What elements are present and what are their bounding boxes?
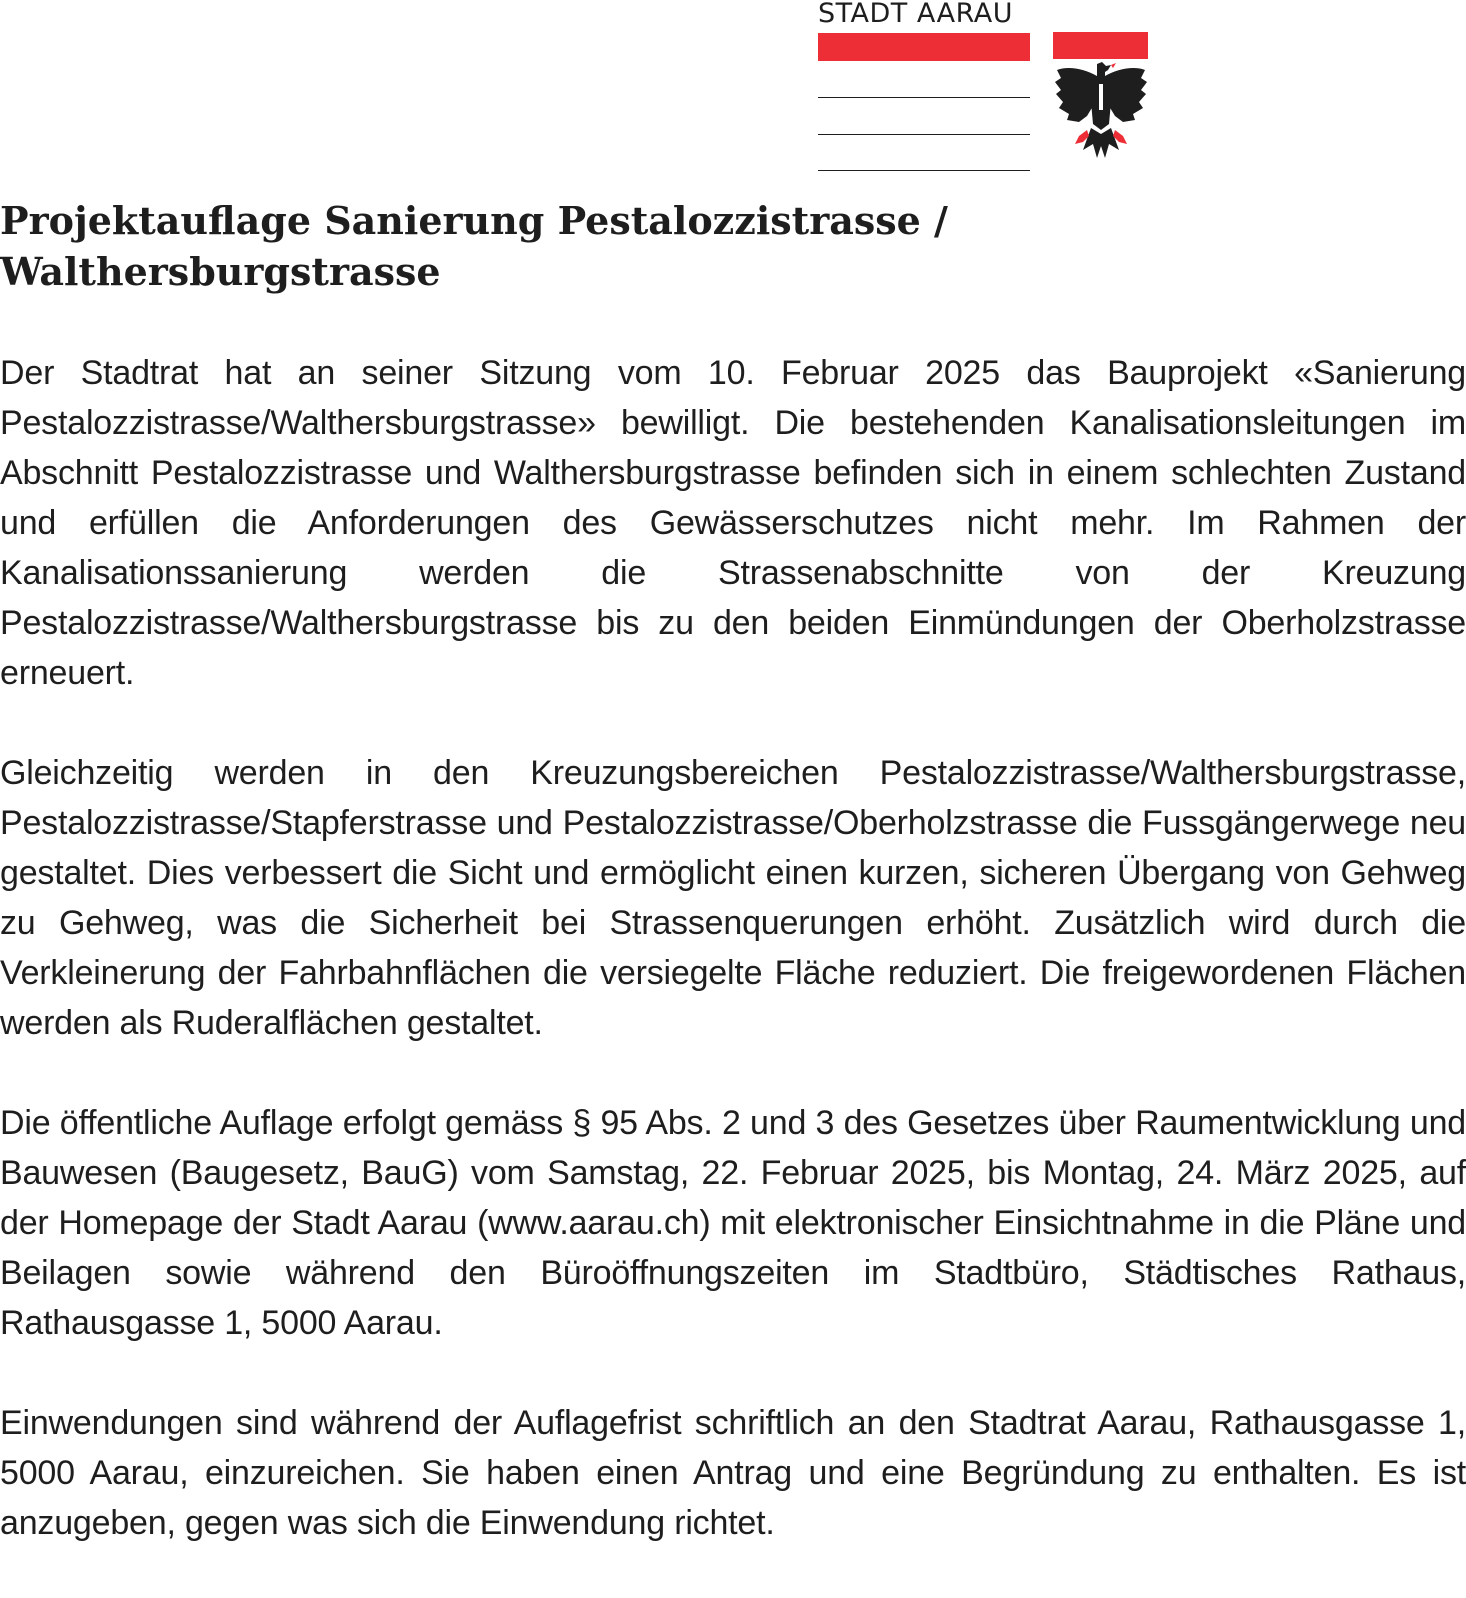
paragraph-crossings: Gleichzeitig werden in den Kreuzungsbereichen Pestalozzistrasse/Walthersburgstrasse, Pestalozzistrasse/Stapferstrasse und Pestalozzistrasse/Oberholzstrasse die Fussgängerwege neu gestaltet. Dies verbessert die Sicht und ermöglicht einen kurzen, sicheren Übergang von Gehweg zu Gehweg, was die Sicherheit bei Strassenquerungen erhöht. Zusätzlich wird durch die Verkleinerung der Fahrbahnflächen die versiegelte Fläche reduziert. Die freigewordenen Flächen werden als Ruderalflächen gestaltet. <box>0 754 1466 1042</box>
announcement-body <box>0 348 1466 1548</box>
logo-wordmark: STADT AARAU <box>818 0 1013 29</box>
logo-rule-3 <box>818 170 1030 171</box>
logo-rule-2 <box>818 134 1030 135</box>
paragraph-approval: Der Stadtrat hat an seiner Sitzung vom 10. Februar 2025 das Bauprojekt «Sanierung Pestalozzistrasse/Walthersburgstrasse» bewilligt. Die bestehenden Kanalisationsleitungen im Abschnitt Pestalozzistrasse und Walthersburgstrasse befinden sich in einem schlechten Zustand und erfüllen die Anforderungen des Gewässerschutzes nicht mehr. Im Rahmen der Kanalisationssanierung werden die Strassenabschnitte von der Kreuzung Pestalozzistrasse/Walthersburgstrasse bis zu den beiden Einmündungen der Oberholzstrasse erneuert. <box>0 354 1466 692</box>
logo-rule-1 <box>818 97 1030 98</box>
paragraph-public-display: Die öffentliche Auflage erfolgt gemäss § 95 Abs. 2 und 3 des Gesetzes über Raumentwicklung und Bauwesen (Baugesetz, BauG) vom Samstag, 22. Februar 2025, bis Montag, 24. März 2025, auf der Homepage der Stadt Aarau (www.aarau.ch) mit elektronischer Einsichtnahme in die Pläne und Beilagen sowie während den Büroöffnungszeiten im Stadtbüro, Städtisches Rathaus, Rathausgasse 1, 5000 Aarau. <box>0 1104 1466 1342</box>
logo-red-bar <box>818 33 1030 61</box>
eagle-crest-icon <box>1053 32 1148 168</box>
paragraph-objections: Einwendungen sind während der Auflagefrist schriftlich an den Stadtrat Aarau, Rathausgasse 1, 5000 Aarau, einzureichen. Sie haben einen Antrag und eine Begründung zu enthalten. Es ist anzugeben, gegen was sich die Einwendung richtet. <box>0 1404 1466 1542</box>
stadt-aarau-logo <box>818 0 1148 170</box>
page-title: Projektauflage Sanierung Pestalozzistrasse / Walthersburgstrasse <box>0 198 948 294</box>
